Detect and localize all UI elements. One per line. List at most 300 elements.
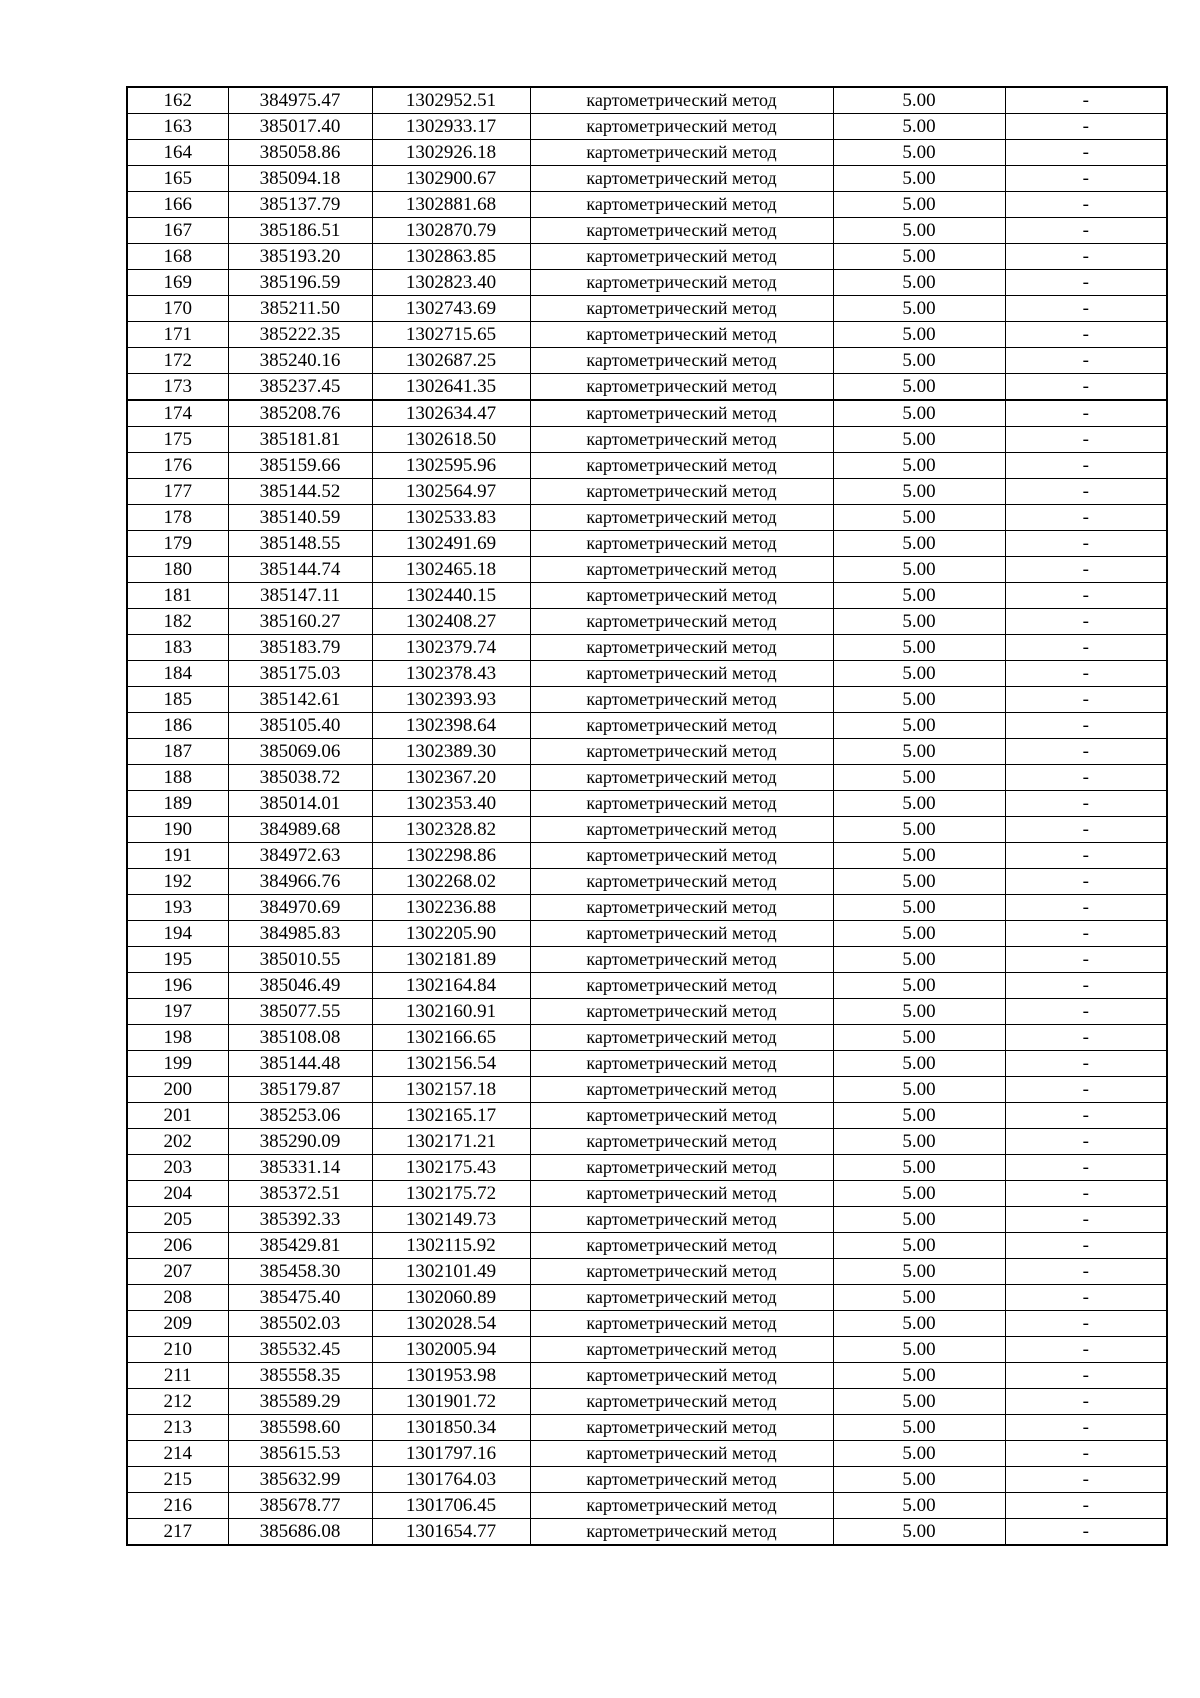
y-coordinate-cell: 1301654.77 — [372, 1519, 530, 1546]
accuracy-cell: 5.00 — [833, 1233, 1005, 1259]
y-coordinate-cell: 1302823.40 — [372, 270, 530, 296]
accuracy-cell: 5.00 — [833, 1025, 1005, 1051]
accuracy-cell: 5.00 — [833, 296, 1005, 322]
accuracy-cell: 5.00 — [833, 218, 1005, 244]
point-number-cell: 195 — [127, 947, 228, 973]
method-cell: картометрический метод — [530, 348, 833, 374]
accuracy-cell: 5.00 — [833, 1389, 1005, 1415]
note-cell: - — [1005, 765, 1167, 791]
method-cell: картометрический метод — [530, 921, 833, 947]
method-cell: картометрический метод — [530, 739, 833, 765]
x-coordinate-cell: 385558.35 — [228, 1363, 372, 1389]
method-cell: картометрический метод — [530, 1363, 833, 1389]
method-cell: картометрический метод — [530, 791, 833, 817]
point-number-cell: 167 — [127, 218, 228, 244]
table-row — [127, 973, 1167, 999]
x-coordinate-cell: 385108.08 — [228, 1025, 372, 1051]
method-cell: картометрический метод — [530, 114, 833, 140]
x-coordinate-cell: 385290.09 — [228, 1129, 372, 1155]
method-cell: картометрический метод — [530, 1129, 833, 1155]
method-cell: картометрический метод — [530, 765, 833, 791]
point-number-cell: 211 — [127, 1363, 228, 1389]
y-coordinate-cell: 1301797.16 — [372, 1441, 530, 1467]
note-cell: - — [1005, 661, 1167, 687]
x-coordinate-cell: 385144.52 — [228, 479, 372, 505]
method-cell: картометрический метод — [530, 947, 833, 973]
x-coordinate-cell: 385458.30 — [228, 1259, 372, 1285]
point-number-cell: 172 — [127, 348, 228, 374]
method-cell: картометрический метод — [530, 1233, 833, 1259]
x-coordinate-cell: 385589.29 — [228, 1389, 372, 1415]
accuracy-cell: 5.00 — [833, 270, 1005, 296]
accuracy-cell: 5.00 — [833, 1311, 1005, 1337]
x-coordinate-cell: 385137.79 — [228, 192, 372, 218]
method-cell: картометрический метод — [530, 192, 833, 218]
x-coordinate-cell: 385181.81 — [228, 427, 372, 453]
accuracy-cell: 5.00 — [833, 791, 1005, 817]
y-coordinate-cell: 1302156.54 — [372, 1051, 530, 1077]
point-number-cell: 162 — [127, 87, 228, 114]
x-coordinate-cell: 385429.81 — [228, 1233, 372, 1259]
y-coordinate-cell: 1302160.91 — [372, 999, 530, 1025]
point-number-cell: 207 — [127, 1259, 228, 1285]
table-row — [127, 609, 1167, 635]
note-cell: - — [1005, 1025, 1167, 1051]
note-cell: - — [1005, 192, 1167, 218]
table-row — [127, 1129, 1167, 1155]
y-coordinate-cell: 1302634.47 — [372, 400, 530, 427]
note-cell: - — [1005, 791, 1167, 817]
method-cell: картометрический метод — [530, 1103, 833, 1129]
note-cell: - — [1005, 348, 1167, 374]
accuracy-cell: 5.00 — [833, 765, 1005, 791]
accuracy-cell: 5.00 — [833, 505, 1005, 531]
method-cell: картометрический метод — [530, 843, 833, 869]
point-number-cell: 214 — [127, 1441, 228, 1467]
accuracy-cell: 5.00 — [833, 479, 1005, 505]
table-row — [127, 583, 1167, 609]
point-number-cell: 215 — [127, 1467, 228, 1493]
note-cell: - — [1005, 400, 1167, 427]
point-number-cell: 180 — [127, 557, 228, 583]
method-cell: картометрический метод — [530, 166, 833, 192]
table-row — [127, 479, 1167, 505]
table-row — [127, 114, 1167, 140]
y-coordinate-cell: 1302378.43 — [372, 661, 530, 687]
table-row — [127, 1467, 1167, 1493]
x-coordinate-cell: 385140.59 — [228, 505, 372, 531]
method-cell: картометрический метод — [530, 973, 833, 999]
y-coordinate-cell: 1302236.88 — [372, 895, 530, 921]
accuracy-cell: 5.00 — [833, 1181, 1005, 1207]
table-row — [127, 192, 1167, 218]
accuracy-cell: 5.00 — [833, 531, 1005, 557]
x-coordinate-cell: 385222.35 — [228, 322, 372, 348]
point-number-cell: 213 — [127, 1415, 228, 1441]
y-coordinate-cell: 1302398.64 — [372, 713, 530, 739]
method-cell: картометрический метод — [530, 1051, 833, 1077]
x-coordinate-cell: 384989.68 — [228, 817, 372, 843]
y-coordinate-cell: 1302181.89 — [372, 947, 530, 973]
note-cell: - — [1005, 505, 1167, 531]
accuracy-cell: 5.00 — [833, 583, 1005, 609]
y-coordinate-cell: 1302926.18 — [372, 140, 530, 166]
table-row — [127, 687, 1167, 713]
table-row — [127, 1077, 1167, 1103]
table-row — [127, 895, 1167, 921]
table-row — [127, 1233, 1167, 1259]
point-number-cell: 197 — [127, 999, 228, 1025]
method-cell: картометрический метод — [530, 817, 833, 843]
point-number-cell: 200 — [127, 1077, 228, 1103]
table-row — [127, 1051, 1167, 1077]
accuracy-cell: 5.00 — [833, 1467, 1005, 1493]
note-cell: - — [1005, 713, 1167, 739]
point-number-cell: 209 — [127, 1311, 228, 1337]
table-row — [127, 1285, 1167, 1311]
accuracy-cell: 5.00 — [833, 1415, 1005, 1441]
x-coordinate-cell: 385253.06 — [228, 1103, 372, 1129]
point-number-cell: 173 — [127, 374, 228, 401]
point-number-cell: 187 — [127, 739, 228, 765]
method-cell: картометрический метод — [530, 1337, 833, 1363]
accuracy-cell: 5.00 — [833, 244, 1005, 270]
point-number-cell: 186 — [127, 713, 228, 739]
method-cell: картометрический метод — [530, 1415, 833, 1441]
y-coordinate-cell: 1302870.79 — [372, 218, 530, 244]
note-cell: - — [1005, 1181, 1167, 1207]
accuracy-cell: 5.00 — [833, 713, 1005, 739]
y-coordinate-cell: 1302157.18 — [372, 1077, 530, 1103]
note-cell: - — [1005, 1155, 1167, 1181]
x-coordinate-cell: 385196.59 — [228, 270, 372, 296]
y-coordinate-cell: 1302165.17 — [372, 1103, 530, 1129]
x-coordinate-cell: 385038.72 — [228, 765, 372, 791]
accuracy-cell: 5.00 — [833, 635, 1005, 661]
accuracy-cell: 5.00 — [833, 1103, 1005, 1129]
y-coordinate-cell: 1302618.50 — [372, 427, 530, 453]
note-cell: - — [1005, 921, 1167, 947]
y-coordinate-cell: 1302389.30 — [372, 739, 530, 765]
point-number-cell: 204 — [127, 1181, 228, 1207]
table-row — [127, 817, 1167, 843]
y-coordinate-cell: 1302268.02 — [372, 869, 530, 895]
method-cell: картометрический метод — [530, 1285, 833, 1311]
y-coordinate-cell: 1302166.65 — [372, 1025, 530, 1051]
y-coordinate-cell: 1302205.90 — [372, 921, 530, 947]
table-row — [127, 1363, 1167, 1389]
note-cell: - — [1005, 1467, 1167, 1493]
note-cell: - — [1005, 973, 1167, 999]
x-coordinate-cell: 385392.33 — [228, 1207, 372, 1233]
y-coordinate-cell: 1302743.69 — [372, 296, 530, 322]
x-coordinate-cell: 385678.77 — [228, 1493, 372, 1519]
accuracy-cell: 5.00 — [833, 661, 1005, 687]
table-row — [127, 1441, 1167, 1467]
method-cell: картометрический метод — [530, 635, 833, 661]
y-coordinate-cell: 1302175.72 — [372, 1181, 530, 1207]
y-coordinate-cell: 1302101.49 — [372, 1259, 530, 1285]
y-coordinate-cell: 1301953.98 — [372, 1363, 530, 1389]
note-cell: - — [1005, 557, 1167, 583]
method-cell: картометрический метод — [530, 999, 833, 1025]
point-number-cell: 202 — [127, 1129, 228, 1155]
x-coordinate-cell: 384975.47 — [228, 87, 372, 114]
x-coordinate-cell: 385186.51 — [228, 218, 372, 244]
method-cell: картометрический метод — [530, 1207, 833, 1233]
method-cell: картометрический метод — [530, 661, 833, 687]
y-coordinate-cell: 1302028.54 — [372, 1311, 530, 1337]
y-coordinate-cell: 1301901.72 — [372, 1389, 530, 1415]
x-coordinate-cell: 384972.63 — [228, 843, 372, 869]
y-coordinate-cell: 1302933.17 — [372, 114, 530, 140]
table-row — [127, 453, 1167, 479]
x-coordinate-cell: 385105.40 — [228, 713, 372, 739]
method-cell: картометрический метод — [530, 583, 833, 609]
y-coordinate-cell: 1302595.96 — [372, 453, 530, 479]
x-coordinate-cell: 385144.48 — [228, 1051, 372, 1077]
method-cell: картометрический метод — [530, 895, 833, 921]
x-coordinate-cell: 385148.55 — [228, 531, 372, 557]
point-number-cell: 210 — [127, 1337, 228, 1363]
note-cell: - — [1005, 140, 1167, 166]
method-cell: картометрический метод — [530, 87, 833, 114]
x-coordinate-cell: 385475.40 — [228, 1285, 372, 1311]
accuracy-cell: 5.00 — [833, 817, 1005, 843]
table-row — [127, 1025, 1167, 1051]
note-cell: - — [1005, 322, 1167, 348]
table-row — [127, 166, 1167, 192]
y-coordinate-cell: 1302900.67 — [372, 166, 530, 192]
note-cell: - — [1005, 869, 1167, 895]
y-coordinate-cell: 1301850.34 — [372, 1415, 530, 1441]
table-row — [127, 1311, 1167, 1337]
y-coordinate-cell: 1302171.21 — [372, 1129, 530, 1155]
y-coordinate-cell: 1302393.93 — [372, 687, 530, 713]
x-coordinate-cell: 385331.14 — [228, 1155, 372, 1181]
y-coordinate-cell: 1302687.25 — [372, 348, 530, 374]
accuracy-cell: 5.00 — [833, 1441, 1005, 1467]
x-coordinate-cell: 385598.60 — [228, 1415, 372, 1441]
x-coordinate-cell: 385160.27 — [228, 609, 372, 635]
method-cell: картометрический метод — [530, 1155, 833, 1181]
note-cell: - — [1005, 635, 1167, 661]
note-cell: - — [1005, 270, 1167, 296]
method-cell: картометрический метод — [530, 400, 833, 427]
note-cell: - — [1005, 166, 1167, 192]
table-row — [127, 869, 1167, 895]
note-cell: - — [1005, 1233, 1167, 1259]
note-cell: - — [1005, 296, 1167, 322]
accuracy-cell: 5.00 — [833, 895, 1005, 921]
point-number-cell: 176 — [127, 453, 228, 479]
accuracy-cell: 5.00 — [833, 999, 1005, 1025]
note-cell: - — [1005, 1077, 1167, 1103]
point-number-cell: 192 — [127, 869, 228, 895]
note-cell: - — [1005, 1051, 1167, 1077]
table-row — [127, 1415, 1167, 1441]
coordinates-table-body — [127, 87, 1167, 1545]
y-coordinate-cell: 1302149.73 — [372, 1207, 530, 1233]
x-coordinate-cell: 385237.45 — [228, 374, 372, 401]
x-coordinate-cell: 385159.66 — [228, 453, 372, 479]
table-row — [127, 270, 1167, 296]
method-cell: картометрический метод — [530, 531, 833, 557]
accuracy-cell: 5.00 — [833, 869, 1005, 895]
table-row — [127, 505, 1167, 531]
method-cell: картометрический метод — [530, 218, 833, 244]
note-cell: - — [1005, 87, 1167, 114]
point-number-cell: 166 — [127, 192, 228, 218]
note-cell: - — [1005, 1389, 1167, 1415]
method-cell: картометрический метод — [530, 1493, 833, 1519]
point-number-cell: 199 — [127, 1051, 228, 1077]
note-cell: - — [1005, 244, 1167, 270]
note-cell: - — [1005, 1259, 1167, 1285]
table-row — [127, 400, 1167, 427]
note-cell: - — [1005, 687, 1167, 713]
note-cell: - — [1005, 427, 1167, 453]
point-number-cell: 203 — [127, 1155, 228, 1181]
method-cell: картометрический метод — [530, 322, 833, 348]
note-cell: - — [1005, 739, 1167, 765]
point-number-cell: 205 — [127, 1207, 228, 1233]
method-cell: картометрический метод — [530, 270, 833, 296]
x-coordinate-cell: 385502.03 — [228, 1311, 372, 1337]
note-cell: - — [1005, 947, 1167, 973]
accuracy-cell: 5.00 — [833, 1207, 1005, 1233]
x-coordinate-cell: 385632.99 — [228, 1467, 372, 1493]
y-coordinate-cell: 1301764.03 — [372, 1467, 530, 1493]
accuracy-cell: 5.00 — [833, 1077, 1005, 1103]
table-row — [127, 843, 1167, 869]
point-number-cell: 201 — [127, 1103, 228, 1129]
note-cell: - — [1005, 1441, 1167, 1467]
y-coordinate-cell: 1302440.15 — [372, 583, 530, 609]
x-coordinate-cell: 385094.18 — [228, 166, 372, 192]
y-coordinate-cell: 1302641.35 — [372, 374, 530, 401]
point-number-cell: 188 — [127, 765, 228, 791]
y-coordinate-cell: 1302298.86 — [372, 843, 530, 869]
method-cell: картометрический метод — [530, 453, 833, 479]
x-coordinate-cell: 385240.16 — [228, 348, 372, 374]
x-coordinate-cell: 385179.87 — [228, 1077, 372, 1103]
point-number-cell: 179 — [127, 531, 228, 557]
point-number-cell: 185 — [127, 687, 228, 713]
point-number-cell: 163 — [127, 114, 228, 140]
coordinates-table — [126, 86, 1168, 1546]
point-number-cell: 193 — [127, 895, 228, 921]
x-coordinate-cell: 385615.53 — [228, 1441, 372, 1467]
note-cell: - — [1005, 453, 1167, 479]
x-coordinate-cell: 385193.20 — [228, 244, 372, 270]
table-row — [127, 1259, 1167, 1285]
point-number-cell: 208 — [127, 1285, 228, 1311]
method-cell: картометрический метод — [530, 1519, 833, 1546]
table-row — [127, 999, 1167, 1025]
method-cell: картометрический метод — [530, 1311, 833, 1337]
table-row — [127, 1103, 1167, 1129]
table-row — [127, 322, 1167, 348]
note-cell: - — [1005, 583, 1167, 609]
point-number-cell: 191 — [127, 843, 228, 869]
accuracy-cell: 5.00 — [833, 947, 1005, 973]
point-number-cell: 217 — [127, 1519, 228, 1546]
x-coordinate-cell: 385017.40 — [228, 114, 372, 140]
table-row — [127, 531, 1167, 557]
point-number-cell: 196 — [127, 973, 228, 999]
accuracy-cell: 5.00 — [833, 87, 1005, 114]
table-row — [127, 1337, 1167, 1363]
point-number-cell: 175 — [127, 427, 228, 453]
point-number-cell: 177 — [127, 479, 228, 505]
accuracy-cell: 5.00 — [833, 114, 1005, 140]
method-cell: картометрический метод — [530, 1441, 833, 1467]
note-cell: - — [1005, 843, 1167, 869]
accuracy-cell: 5.00 — [833, 1519, 1005, 1546]
note-cell: - — [1005, 1363, 1167, 1389]
x-coordinate-cell: 385175.03 — [228, 661, 372, 687]
x-coordinate-cell: 384985.83 — [228, 921, 372, 947]
table-row — [127, 739, 1167, 765]
accuracy-cell: 5.00 — [833, 921, 1005, 947]
accuracy-cell: 5.00 — [833, 192, 1005, 218]
method-cell: картометрический метод — [530, 374, 833, 401]
y-coordinate-cell: 1302491.69 — [372, 531, 530, 557]
x-coordinate-cell: 385144.74 — [228, 557, 372, 583]
accuracy-cell: 5.00 — [833, 1051, 1005, 1077]
table-row — [127, 635, 1167, 661]
table-row — [127, 557, 1167, 583]
point-number-cell: 169 — [127, 270, 228, 296]
accuracy-cell: 5.00 — [833, 322, 1005, 348]
accuracy-cell: 5.00 — [833, 427, 1005, 453]
table-row — [127, 1207, 1167, 1233]
x-coordinate-cell: 385142.61 — [228, 687, 372, 713]
note-cell: - — [1005, 1519, 1167, 1546]
x-coordinate-cell: 385211.50 — [228, 296, 372, 322]
table-row — [127, 1155, 1167, 1181]
table-row — [127, 348, 1167, 374]
x-coordinate-cell: 385147.11 — [228, 583, 372, 609]
note-cell: - — [1005, 1337, 1167, 1363]
accuracy-cell: 5.00 — [833, 1337, 1005, 1363]
y-coordinate-cell: 1302005.94 — [372, 1337, 530, 1363]
y-coordinate-cell: 1301706.45 — [372, 1493, 530, 1519]
y-coordinate-cell: 1302115.92 — [372, 1233, 530, 1259]
table-row — [127, 791, 1167, 817]
y-coordinate-cell: 1302533.83 — [372, 505, 530, 531]
accuracy-cell: 5.00 — [833, 140, 1005, 166]
y-coordinate-cell: 1302328.82 — [372, 817, 530, 843]
y-coordinate-cell: 1302715.65 — [372, 322, 530, 348]
table-row — [127, 218, 1167, 244]
accuracy-cell: 5.00 — [833, 609, 1005, 635]
note-cell: - — [1005, 1415, 1167, 1441]
method-cell: картометрический метод — [530, 427, 833, 453]
y-coordinate-cell: 1302408.27 — [372, 609, 530, 635]
y-coordinate-cell: 1302353.40 — [372, 791, 530, 817]
note-cell: - — [1005, 1129, 1167, 1155]
table-row — [127, 374, 1167, 401]
method-cell: картометрический метод — [530, 140, 833, 166]
point-number-cell: 164 — [127, 140, 228, 166]
method-cell: картометрический метод — [530, 713, 833, 739]
method-cell: картометрический метод — [530, 1077, 833, 1103]
x-coordinate-cell: 385014.01 — [228, 791, 372, 817]
method-cell: картометрический метод — [530, 869, 833, 895]
table-row — [127, 1519, 1167, 1546]
